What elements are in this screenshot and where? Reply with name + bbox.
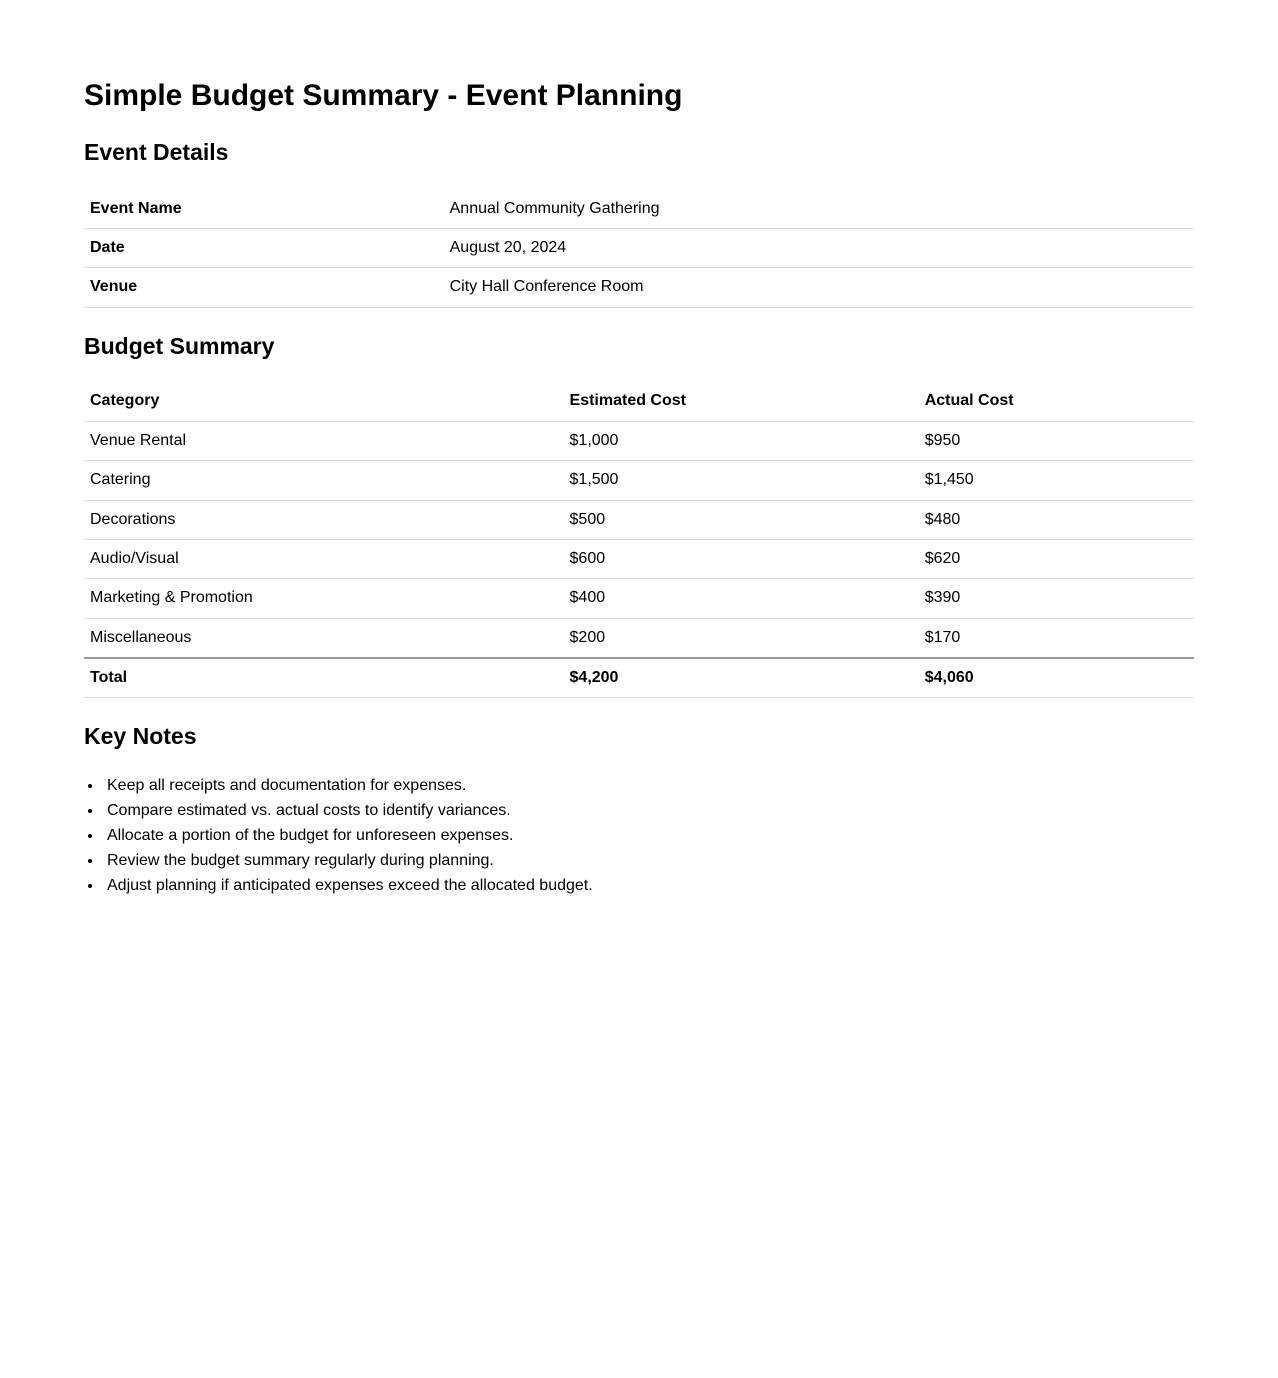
category-cell: Miscellaneous [84, 618, 564, 658]
budget-row [84, 579, 1194, 618]
event-details-row [84, 268, 1194, 307]
estimated-cell: $600 [564, 539, 919, 578]
event-details-row [84, 190, 1194, 229]
actual-cell: $950 [919, 421, 1194, 460]
key-note-item: • Allocate a portion of the budget for unforeseen expenses. [103, 823, 1194, 848]
budget-summary-table [84, 382, 1194, 698]
key-note-item: • Keep all receipts and documentation for expenses. [103, 773, 1194, 798]
actual-cell: $170 [919, 618, 1194, 658]
column-header-actual: Actual Cost [919, 382, 1194, 421]
page-title: Simple Budget Summary - Event Planning [84, 79, 683, 112]
event-details-table [84, 190, 1194, 308]
estimated-cell: $1,500 [564, 461, 919, 500]
total-estimated-cell: $4,200 [564, 658, 919, 698]
detail-label: Event Name [84, 190, 444, 229]
actual-cell: $390 [919, 579, 1194, 618]
column-header-category: Category [84, 382, 564, 421]
budget-row [84, 461, 1194, 500]
section-heading-budget-summary: Budget Summary [84, 332, 275, 359]
estimated-cell: $400 [564, 579, 919, 618]
detail-label: Date [84, 228, 444, 267]
budget-total-row [84, 658, 1194, 698]
actual-cell: $620 [919, 539, 1194, 578]
category-cell: Venue Rental [84, 421, 564, 460]
section-heading-event-details: Event Details [84, 139, 229, 165]
budget-header-row [84, 382, 1194, 421]
detail-label: Venue [84, 268, 444, 307]
budget-row [84, 500, 1194, 539]
estimated-cell: $1,000 [564, 421, 919, 460]
total-actual-cell: $4,060 [919, 658, 1194, 698]
key-notes-list [84, 773, 1194, 898]
key-note-item: • Review the budget summary regularly during planning. [103, 848, 1194, 873]
key-note-item: • Compare estimated vs. actual costs to identify variances. [103, 798, 1194, 823]
key-note-item: • Adjust planning if anticipated expenses exceed the allocated budget. [103, 873, 1194, 898]
category-cell: Decorations [84, 500, 564, 539]
budget-row [84, 421, 1194, 460]
total-label-cell: Total [84, 658, 564, 698]
section-heading-key-notes: Key Notes [84, 723, 197, 750]
category-cell: Marketing & Promotion [84, 579, 564, 618]
actual-cell: $480 [919, 500, 1194, 539]
event-details-row [84, 228, 1194, 267]
detail-value: August 20, 2024 [444, 228, 1194, 267]
estimated-cell: $500 [564, 500, 919, 539]
actual-cell: $1,450 [919, 461, 1194, 500]
budget-row [84, 618, 1194, 658]
estimated-cell: $200 [564, 618, 919, 658]
document-page [0, 78, 1278, 898]
category-cell: Catering [84, 461, 564, 500]
detail-value: Annual Community Gathering [444, 190, 1194, 229]
column-header-estimated: Estimated Cost [564, 382, 919, 421]
budget-row [84, 539, 1194, 578]
category-cell: Audio/Visual [84, 539, 564, 578]
detail-value: City Hall Conference Room [444, 268, 1194, 307]
